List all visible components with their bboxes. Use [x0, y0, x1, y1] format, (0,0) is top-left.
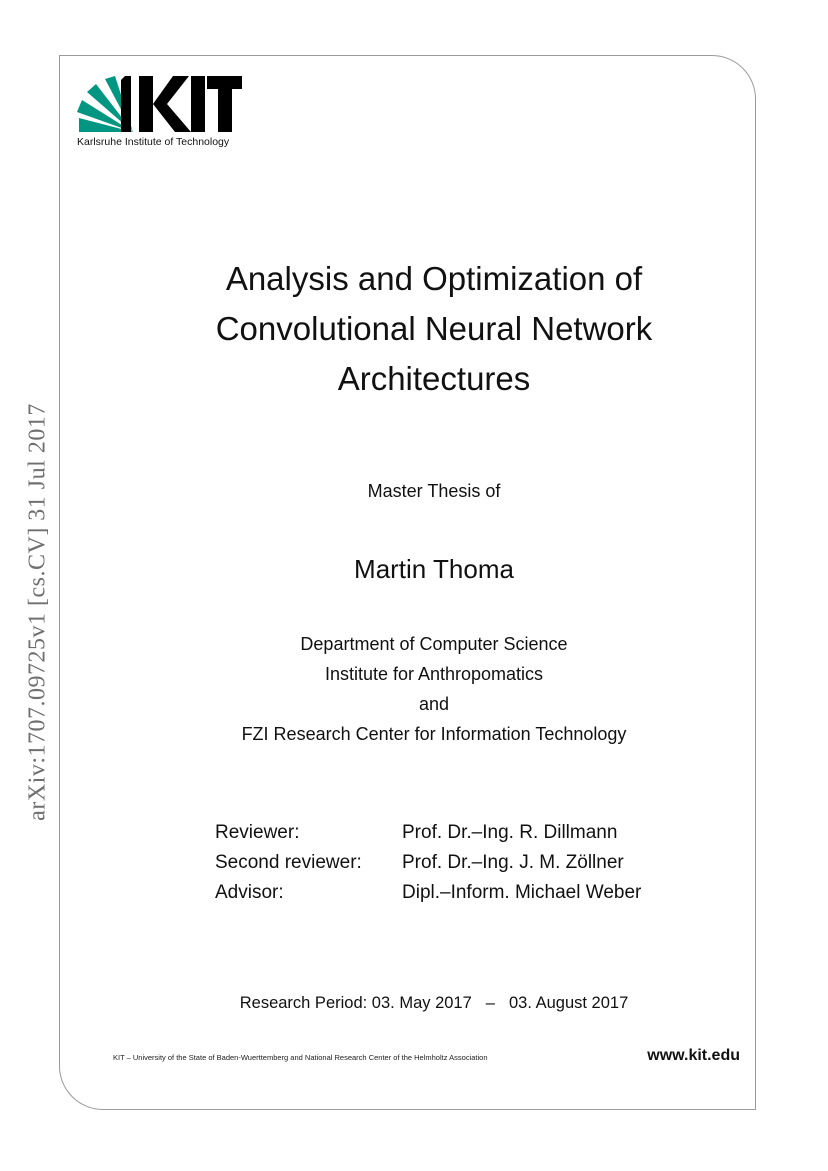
thesis-subtitle: Master Thesis of: [367, 481, 501, 501]
person-name: Prof. Dr.–Ing. J. M. Zöllner: [402, 852, 624, 873]
period-start: Research Period: 03. May 2017: [239, 994, 472, 1012]
affiliation: [170, 629, 698, 749]
person-name: Prof. Dr.–Ing. R. Dillmann: [402, 822, 618, 843]
period-end: 03. August 2017: [508, 994, 629, 1012]
advisor-row: [215, 878, 641, 908]
title-line: Analysis and Optimization of: [225, 260, 643, 297]
period-separator: –: [485, 994, 495, 1012]
person-name: Dipl.–Inform. Michael Weber: [402, 882, 642, 903]
role-label: Reviewer:: [215, 822, 300, 843]
footer-url: www.kit.edu: [647, 1047, 740, 1064]
affiliation-line: FZI Research Center for Information Technology: [241, 724, 627, 744]
kit-logo-graphic: [77, 74, 242, 134]
role-label: Advisor:: [215, 882, 284, 903]
arxiv-stamp: arXiv:1707.09725v1 [cs.CV] 31 Jul 2017: [24, 403, 51, 821]
title-line: Convolutional Neural Network: [215, 310, 653, 347]
affiliation-line: and: [418, 694, 450, 714]
affiliation-line: Institute for Anthropomatics: [324, 664, 544, 684]
logo-caption: Karlsruhe Institute of Technology: [77, 136, 230, 148]
title-line: Architectures: [337, 360, 531, 397]
research-period: [170, 994, 698, 1013]
reviewers-table: [215, 818, 641, 908]
affiliation-line: Department of Computer Science: [300, 634, 568, 654]
kit-logo: [77, 74, 242, 152]
author-name: Martin Thoma: [354, 554, 514, 584]
reviewer-row: [215, 818, 641, 848]
thesis-title: [170, 254, 698, 404]
footer-note: KIT – University of the State of Baden-Wuerttemberg and National Research Center of the Helmholtz Association: [113, 1053, 488, 1062]
role-label: Second reviewer:: [215, 852, 362, 873]
logo-ray: [121, 76, 131, 132]
second-reviewer-row: [215, 848, 641, 878]
kit-logo-wordmark: [121, 76, 242, 132]
